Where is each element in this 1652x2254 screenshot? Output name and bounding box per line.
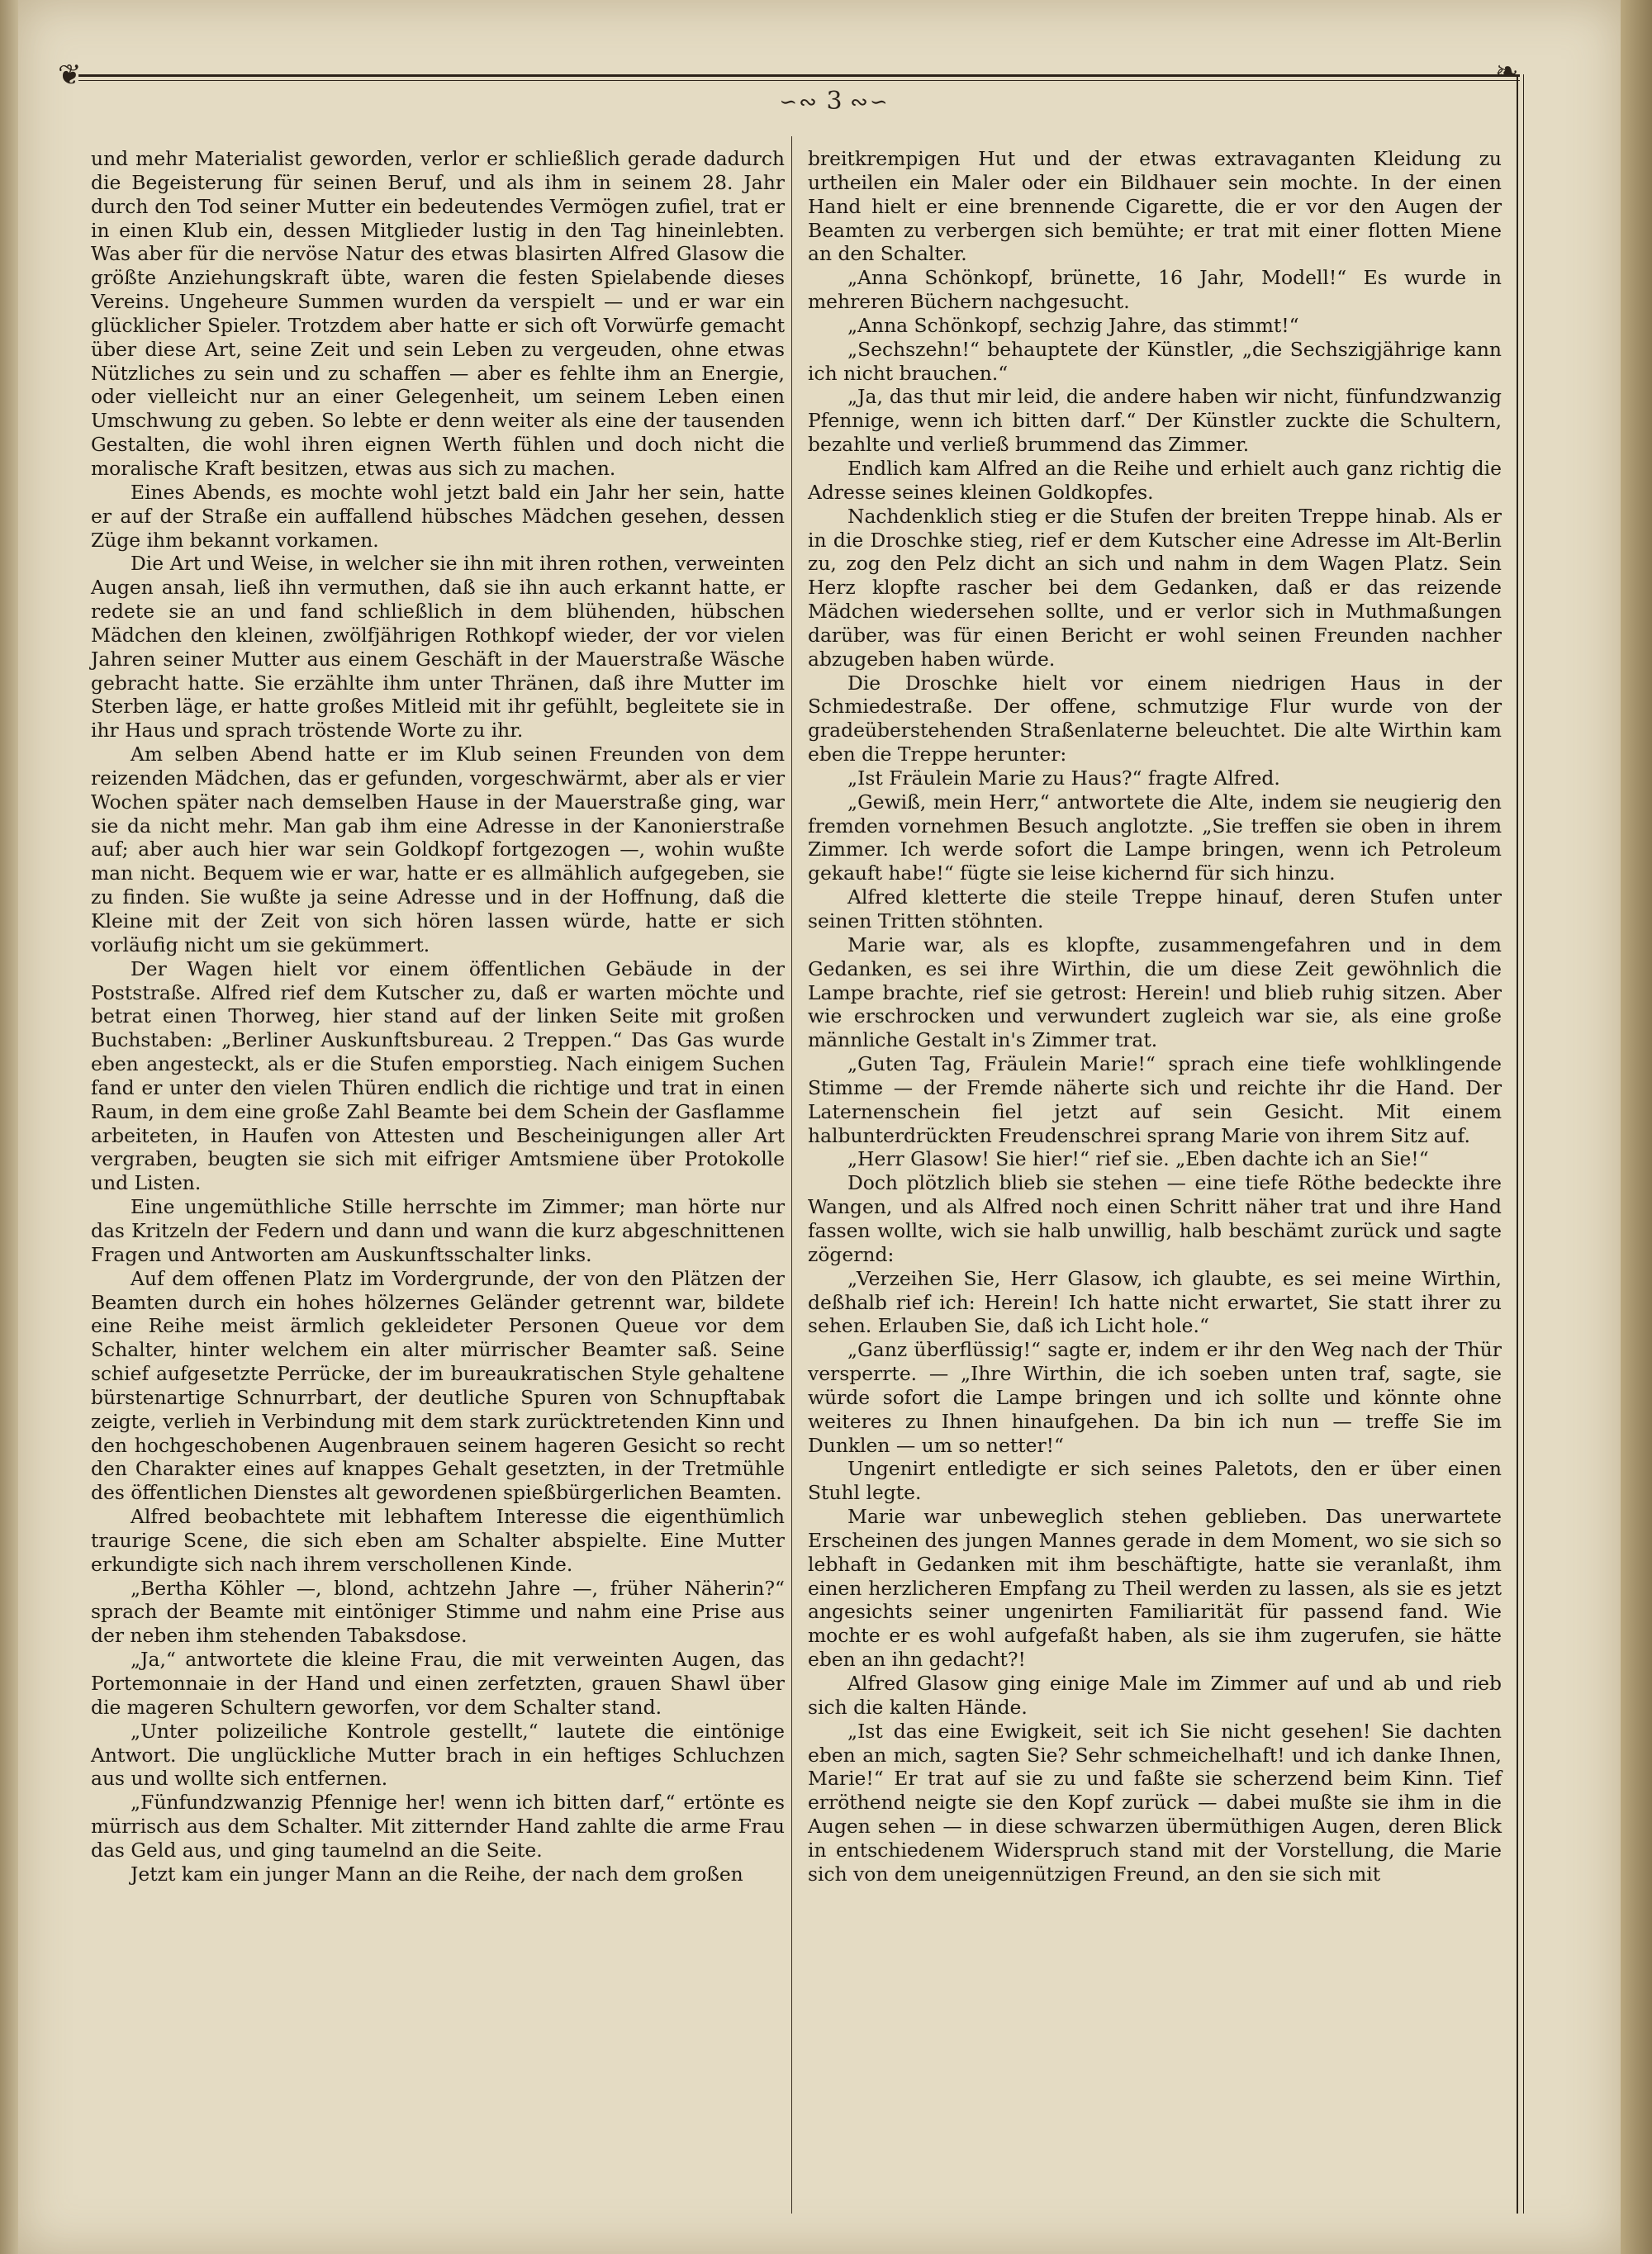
paragraph: „Ist Fräulein Marie zu Haus?“ fragte Alfred. [847, 766, 1280, 790]
paragraph: Marie war, als es klopfte, zusammengefahren und in dem Gedanken, es sei ihre Wirthin, die um diese Zeit gewöhnlich die Lampe brachte, rief sie getrost: Herein! und blieb ruhig sitzen. Aber wie erschrocken und verwundert zugleich war sie, als eine große männliche Gestalt in's Zimmer trat. [808, 932, 1502, 1052]
column-divider [791, 136, 792, 2214]
paragraph: Alfred beobachtete mit lebhaftem Interesse die eigenthümlich traurige Scene, die sich eben am Schalter abspielte. Eine Mutter erkundigte sich nach ihrem verschollenen Kinde. [91, 1505, 785, 1576]
paragraph: Ungenirt entledigte er sich seines Paletots, den er über einen Stuhl legte. [808, 1457, 1502, 1505]
paragraph: „Guten Tag, Fräulein Marie!“ sprach eine tiefe wohlklingende Stimme — der Fremde näherte sich und reichte ihr die Hand. Der Laternenschein fiel jetzt auf sein Gesicht. Mit einem halbunterdrückten Freudenschrei sprang Marie von ihrem Sitz auf. [808, 1052, 1502, 1147]
paragraph: Eines Abends, es mochte wohl jetzt bald ein Jahr her sein, hatte er auf der Straße ein auffallend hübsches Mädchen gesehen, dessen Züge ihm bekannt vorkamen. [91, 480, 785, 552]
paragraph: „Ist das eine Ewigkeit, seit ich Sie nicht gesehen! Sie dachten eben an mich, sagten Sie? Sehr schmeichelhaft! und ich danke Ihnen, Marie!“ Er trat auf sie zu und faßte sie scherzend beim Kinn. Tief erröthend neigte sie den Kopf zurück — dabei mußte sie ihm in die Augen sehen — in diese schwarzen übermüthigen Augen, deren Blick in entschiedenem Widerspruch stand mit der Vorstellung, die Marie sich von dem uneigennützigen Freund, an den sie sich mit [808, 1719, 1502, 1886]
paragraph: Doch plötzlich blieb sie stehen — eine tiefe Röthe bedeckte ihre Wangen, und als Alfred noch einen Schritt näher trat und ihre Hand fassen wollte, wich sie halb unwillig, halb beschämt zurück und sagte zögernd: [808, 1171, 1502, 1266]
frame-right-rule [1517, 74, 1518, 2214]
paragraph: und mehr Materialist geworden, verlor er schließlich gerade dadurch die Begeisterung für seinen Beruf, und als ihm in seinem 28. Jahr durch den Tod seiner Mutter ein bedeutendes Vermögen zufiel, trat er in einen Klub ein, dessen Mitglieder lustig in den Tag hineinlebten. Was aber für die nervöse Natur des etwas blasirten Alfred Glasow die größte Anziehungskraft übte, waren die festen Spielabende dieses Vereins. Ungeheure Summen wurden da verspielt — und er war ein glücklicher Spieler. Trotzdem aber hatte er sich oft Vorwürfe gemacht über diese Art, seine Zeit und sein Leben zu vergeuden, ohne etwas Nützliches zu sein und zu schaffen — aber es fehlte ihm an Energie, oder vielleicht nur an einer Gelegenheit, um seinem Leben einen Umschwung zu geben. So lebte er denn weiter als eine der tausenden Gestalten, die wohl ihren eignen Werth fühlen und doch nicht die moralische Kraft besitzen, etwas aus sich zu machen. [91, 147, 785, 480]
right-column [808, 147, 1502, 1886]
paragraph: Eine ungemüthliche Stille herrschte im Zimmer; man hörte nur das Kritzeln der Federn und dann und wann die kurz abgeschnittenen Fragen und Antworten am Auskunftsschalter links. [91, 1195, 785, 1266]
paragraph: „Verzeihen Sie, Herr Glasow, ich glaubte, es sei meine Wirthin, deßhalb rief ich: Herein! Ich hatte nicht erwartet, Sie statt ihrer zu sehen. Erlauben Sie, daß ich Licht hole.“ [808, 1266, 1502, 1338]
paragraph: „Sechszehn!“ behauptete der Künstler, „die Sechszigjährige kann ich nicht brauchen.“ [808, 337, 1502, 385]
paragraph: „Ganz überflüssig!“ sagte er, indem er ihr den Weg nach der Thür versperrte. — „Ihre Wirthin, die ich soeben unten traf, sagte, sie würde sofort die Lampe bringen und ich sollte und könnte ohne weiteres zu Ihnen hinaufgehen. Da bin ich nun — treffe Sie im Dunklen — um so netter!“ [808, 1338, 1502, 1457]
paragraph: Jetzt kam ein junger Mann an die Reihe, der nach dem großen [131, 1862, 743, 1886]
paragraph: „Anna Schönkopf, sechzig Jahre, das stimmt!“ [847, 313, 1299, 337]
header-ornament-left-icon: ∽∾ [779, 90, 819, 115]
paragraph: „Ja,“ antwortete die kleine Frau, die mit verweinten Augen, das Portemonnaie in der Hand und einen zerfetzten, grauen Shawl über die mageren Schultern geworfen, vor dem Schalter stand. [91, 1648, 785, 1719]
paragraph: Marie war unbeweglich stehen geblieben. Das unerwartete Erscheinen des jungen Mannes gerade in dem Moment, wo sie sich so lebhaft in Gedanken mit ihm beschäftigte, hatte sie veranlaßt, ihm einen herzlicheren Empfang zu Theil werden zu lassen, als sie es jetzt angesichts seiner ungenirten Familiarität für passend fand. Wie mochte er es wohl aufgefaßt haben, als sie ihm zugerufen, sie hätte eben an ihn gedacht?! [808, 1505, 1502, 1672]
paragraph: Die Droschke hielt vor einem niedrigen Haus in der Schmiedestraße. Der offene, schmutzige Flur wurde von der gradeüberstehenden Straßenlaterne beleuchtet. Die alte Wirthin kam eben die Treppe herunter: [808, 671, 1502, 766]
page-edge [1621, 0, 1652, 2254]
paragraph: „Fünfundzwanzig Pfennige her! wenn ich bitten darf,“ ertönte es mürrisch aus dem Schalter. Mit zitternder Hand zahlte die arme Frau das Geld aus, und ging taumelnd an die Seite. [91, 1791, 785, 1862]
paragraph: Nachdenklich stieg er die Stufen der breiten Treppe hinab. Als er in die Droschke stieg, rief er dem Kutscher eine Adresse im Alt-Berlin zu, zog den Pelz dicht an sich und nahm in dem Wagen Platz. Sein Herz klopfte rascher bei dem Gedanken, daß er das reizende Mädchen wiedersehen sollte, und er verlor sich in Muthmaßungen darüber, was für einen Bericht er wohl seinen Freunden nachher abzugeben haben würde. [808, 504, 1502, 671]
paragraph: Auf dem offenen Platz im Vordergrunde, der von den Plätzen der Beamten durch ein hohes hölzernes Geländer getrennt war, bildete eine Reihe meist ärmlich gekleideter Personen Queue vor dem Schalter, hinter welchem ein alter mürrischer Beamter saß. Seine schief aufgesetzte Perrücke, der im bureaukratischen Style gehaltene bürstenartige Schnurrbart, der deutliche Spuren von Schnupftabak zeigte, verlieh in Verbindung mit dem stark zurücktretenden Kinn und den hochgeschobenen Augenbrauen seinem hageren Gesicht so recht den Charakter eines auf knappes Gehalt gesetzten, in der Tretmühle des öffentlichen Dienstes alt gewordenen spießbürgerlichen Beamten. [91, 1266, 785, 1505]
frame-right-rule-thin [1523, 74, 1524, 2214]
paragraph: Endlich kam Alfred an die Reihe und erhielt auch ganz richtig die Adresse seines kleinen Goldkopfes. [808, 456, 1502, 504]
paragraph: Alfred Glasow ging einige Male im Zimmer auf und ab und rieb sich die kalten Hände. [808, 1672, 1502, 1719]
paragraph: breitkrempigen Hut und der etwas extravaganten Kleidung zu urtheilen ein Maler oder ein Bildhauer sein mochte. In der einen Hand hielt er eine brennende Cigarette, die er vor den Augen der Beamten zu verbergen sich bemühte; er trat mit einer flotten Miene an den Schalter. [808, 147, 1502, 266]
corner-ornament-right-icon: ❧ [1495, 55, 1519, 88]
paragraph: „Ja, das thut mir leid, die andere haben wir nicht, fünfundzwanzig Pfennige, wenn ich bitten darf.“ Der Künstler zuckte die Schultern, bezahlte und verließ brummend das Zimmer. [808, 385, 1502, 457]
left-column [91, 147, 785, 1886]
header-ornament-right-icon: ∾∽ [850, 90, 890, 115]
paragraph: „Anna Schönkopf, brünette, 16 Jahr, Modell!“ Es wurde in mehreren Büchern nachgesucht. [808, 266, 1502, 314]
page-number: 3 [826, 87, 843, 116]
paragraph: Der Wagen hielt vor einem öffentlichen Gebäude in der Poststraße. Alfred rief dem Kutscher zu, daß er warten möchte und betrat einen Thorweg, hier stand auf der linken Seite mit großen Buchstaben: „Berliner Auskunftsbureau. 2 Treppen.“ Das Gas wurde eben angesteckt, als er die Stufen emporstieg. Nach einigem Suchen fand er unter den vielen Thüren endlich die richtige und trat in einen Raum, in dem eine große Zahl Beamte bei dem Schein der Gasflamme arbeiteten, in Haufen von Attesten und Bescheinigungen aller Art vergraben, beugten sie sich mit eifriger Amtsmiene über Protokolle und Listen. [91, 956, 785, 1195]
paragraph: „Gewiß, mein Herr,“ antwortete die Alte, indem sie neugierig den fremden vornehmen Besuch anglotzte. „Sie treffen sie oben in ihrem Zimmer. Ich werde sofort die Lampe bringen, wenn ich Petroleum gekauft habe!“ fügte sie leise kichernd für sich hinzu. [808, 790, 1502, 885]
paragraph: Alfred kletterte die steile Treppe hinauf, deren Stufen unter seinen Tritten stöhnten. [808, 885, 1502, 932]
paragraph: „Herr Glasow! Sie hier!“ rief sie. „Eben dachte ich an Sie!“ [847, 1147, 1429, 1171]
header-rule [78, 74, 1520, 77]
page-header [710, 87, 958, 116]
paragraph: „Unter polizeiliche Kontrole gestellt,“ lautete die eintönige Antwort. Die unglückliche Mutter brach in ein heftiges Schluchzen aus und wollte sich entfernen. [91, 1719, 785, 1791]
header-rule-thin [78, 80, 1520, 81]
corner-ornament-left-icon: ❦ [58, 59, 82, 92]
paragraph: „Bertha Köhler —, blond, achtzehn Jahre —, früher Näherin?“ sprach der Beamte mit eintöniger Stimme und nahm eine Prise aus der neben ihm stehenden Tabaksdose. [91, 1576, 785, 1648]
paragraph: Am selben Abend hatte er im Klub seinen Freunden von dem reizenden Mädchen, das er gefunden, vorgeschwärmt, aber als er vier Wochen später nach demselben Hause in der Mauerstraße ging, war sie da nicht mehr. Man gab ihm eine Adresse in der Kanonierstraße auf; aber auch hier war sein Goldkopf fortgezogen —, wohin wußte man nicht. Bequem wie er war, hatte er es allmählich aufgegeben, sie zu finden. Sie wußte ja seine Adresse und in der Hoffnung, daß die Kleine mit der Zeit von sich hören lassen würde, hatte er sich vorläufig nicht um sie gekümmert. [91, 743, 785, 956]
paragraph: Die Art und Weise, in welcher sie ihn mit ihren rothen, verweinten Augen ansah, ließ ihn vermuthen, daß sie ihn auch erkannt hatte, er redete sie an und fand schließlich in dem blühenden, hübschen Mädchen den kleinen, zwölfjährigen Rothkopf wieder, der vor vielen Jahren seiner Mutter aus einem Geschäft in der Mauerstraße Wäsche gebracht hatte. Sie erzählte ihm unter Thränen, daß ihre Mutter im Sterben läge, er hatte großes Mitleid mit ihr gefühlt, begleitete sie in ihr Haus und sprach tröstende Worte zu ihr. [91, 552, 785, 743]
